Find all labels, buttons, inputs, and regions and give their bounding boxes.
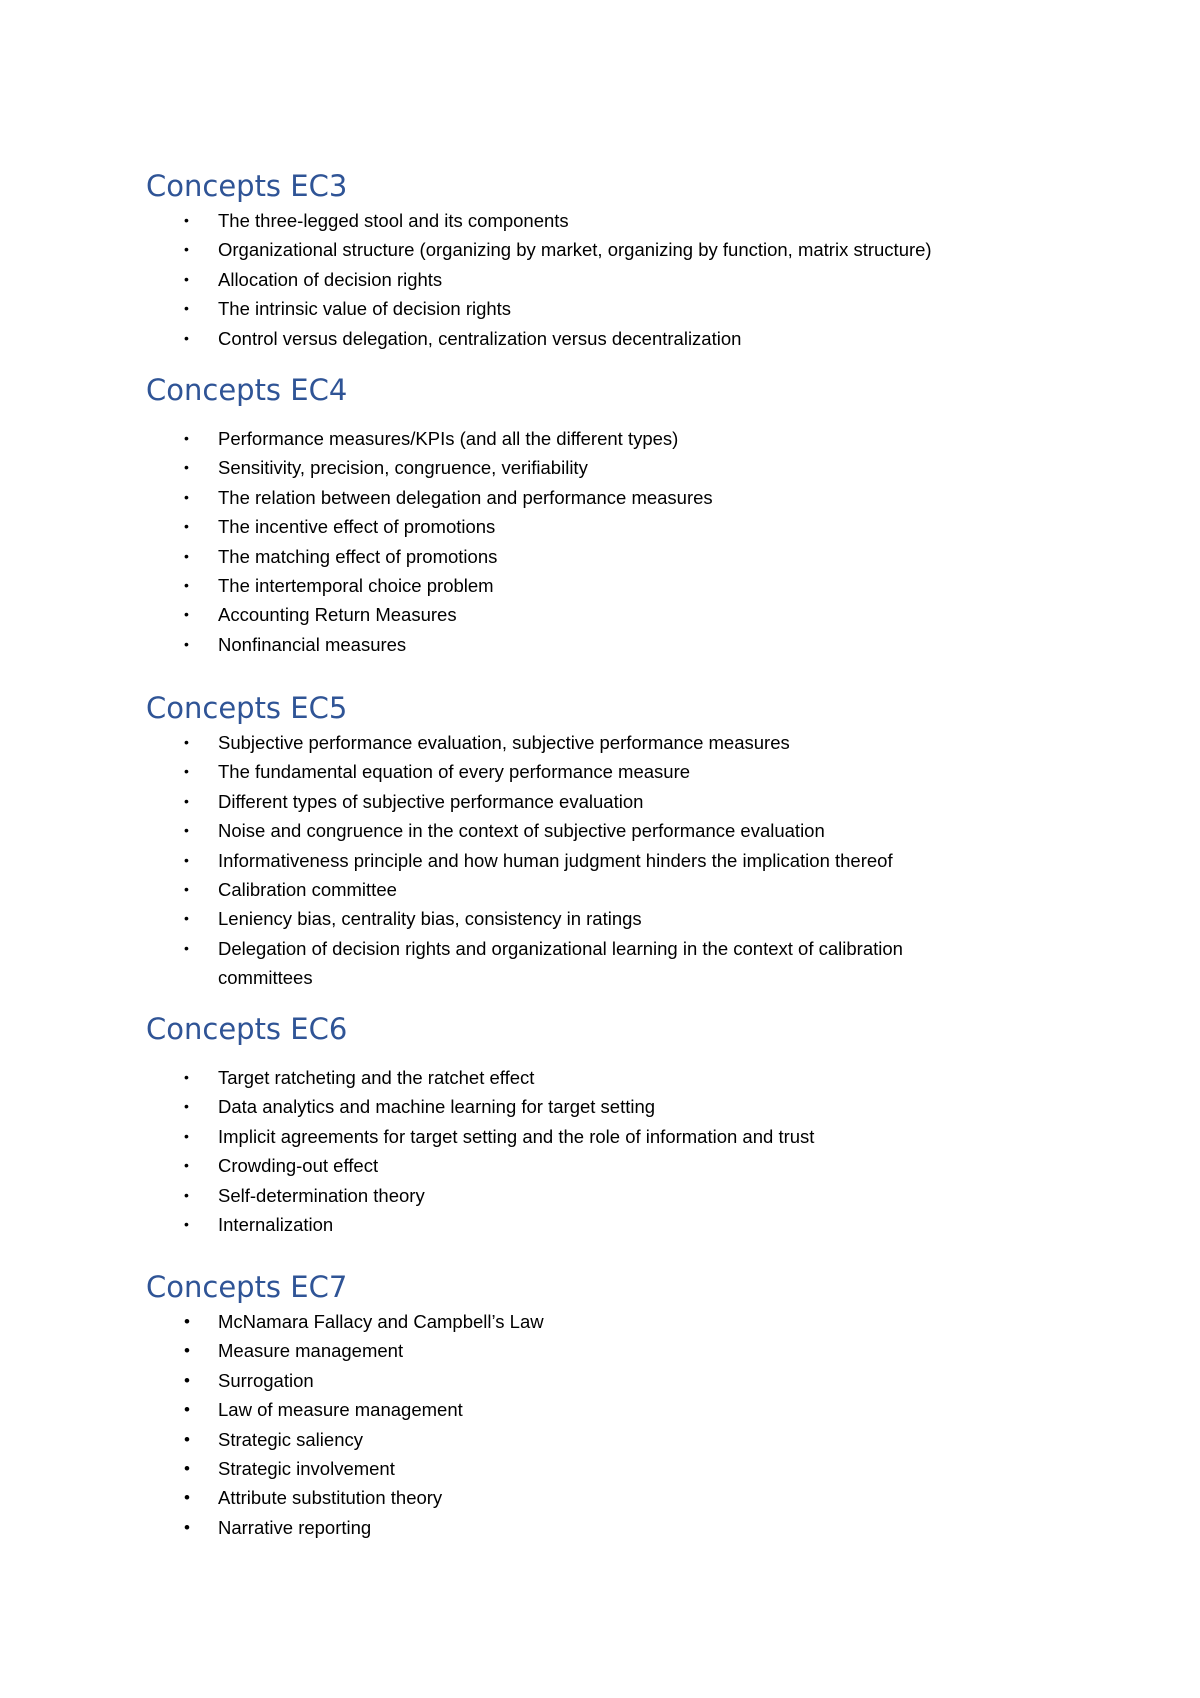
list-item: • Strategic saliency: [146, 1425, 1146, 1454]
list-item: • Informativeness principle and how human judgment hinders the implication thereof: [146, 846, 1146, 875]
list-item: • The matching effect of promotions: [146, 542, 1146, 571]
list-item: • The intertemporal choice problem: [146, 571, 1146, 600]
bullet-icon: •: [184, 734, 189, 750]
bullet-icon: •: [184, 518, 189, 535]
list-item: • Target ratcheting and the ratchet effect: [146, 1063, 1146, 1092]
bullet-icon: •: [184, 1370, 190, 1390]
bullet-icon: •: [184, 547, 189, 564]
bullet-icon: •: [184, 300, 189, 317]
list-item: • Calibration committee: [146, 875, 1146, 904]
bullet-icon: •: [184, 1517, 190, 1537]
bullet-icon: •: [184, 635, 189, 652]
list-item: • The intrinsic value of decision rights: [146, 294, 1146, 323]
list-item: • Performance measures/KPIs (and all the different types): [146, 424, 1146, 453]
concept-list: [146, 206, 1146, 353]
list-item: • The three-legged stool and its components: [146, 206, 1146, 235]
list-item: • Data analytics and machine learning for target setting: [146, 1092, 1146, 1121]
bullet-icon: •: [184, 1069, 189, 1085]
list-item: • Different types of subjective performance evaluation: [146, 787, 1146, 816]
bullet-icon: •: [184, 1312, 190, 1331]
bullet-icon: •: [184, 1400, 190, 1420]
bullet-icon: •: [184, 1341, 190, 1361]
concept-list: [146, 424, 1146, 659]
bullet-icon: •: [184, 1098, 189, 1115]
bullet-icon: •: [184, 1186, 189, 1203]
concept-list: [146, 1307, 1146, 1542]
section-ec3: [146, 168, 1146, 353]
bullet-icon: •: [184, 241, 189, 258]
bullet-icon: •: [184, 763, 189, 780]
bullet-icon: •: [184, 1127, 189, 1144]
list-item: • Surrogation: [146, 1366, 1146, 1395]
concept-list: [146, 1063, 1146, 1239]
bullet-icon: •: [184, 606, 189, 623]
bullet-icon: •: [184, 822, 189, 839]
section-ec7: [146, 1269, 1146, 1542]
list-item: • Subjective performance evaluation, subjective performance measures: [146, 728, 1146, 757]
bullet-icon: •: [184, 329, 189, 346]
bullet-icon: •: [184, 910, 189, 927]
concept-list: [146, 728, 1146, 993]
bullet-icon: •: [184, 430, 189, 446]
list-item: • Self-determination theory: [146, 1181, 1146, 1210]
list-item: • Narrative reporting: [146, 1513, 1146, 1542]
list-item: • Leniency bias, centrality bias, consistency in ratings: [146, 904, 1146, 933]
list-item: • Nonfinancial measures: [146, 630, 1146, 659]
bullet-icon: •: [184, 577, 189, 594]
list-item: • Delegation of decision rights and organizational learning in the context of calibration committees: [146, 934, 1146, 993]
list-item: • Sensitivity, precision, congruence, verifiability: [146, 453, 1146, 482]
list-item: • McNamara Fallacy and Campbell’s Law: [146, 1307, 1146, 1336]
list-item: • Crowding-out effect: [146, 1151, 1146, 1180]
section-ec5: [146, 690, 1146, 993]
list-item: • Measure management: [146, 1336, 1146, 1365]
list-item: • Attribute substitution theory: [146, 1483, 1146, 1512]
bullet-icon: •: [184, 881, 189, 898]
list-item: • Strategic involvement: [146, 1454, 1146, 1483]
section-ec6: [146, 1011, 1146, 1239]
bullet-icon: •: [184, 939, 189, 956]
bullet-icon: •: [184, 488, 189, 505]
list-item: • Accounting Return Measures: [146, 600, 1146, 629]
list-item: • Internalization: [146, 1210, 1146, 1239]
list-item: • Allocation of decision rights: [146, 265, 1146, 294]
bullet-icon: •: [184, 1157, 189, 1174]
section-ec4: [146, 372, 1146, 659]
bullet-icon: •: [184, 270, 189, 287]
bullet-icon: •: [184, 459, 189, 476]
section-heading: Concepts EC3: [146, 169, 348, 203]
section-heading: Concepts EC5: [146, 691, 348, 725]
list-item: • Control versus delegation, centralization versus decentralization: [146, 324, 1146, 353]
list-item: • Noise and congruence in the context of subjective performance evaluation: [146, 816, 1146, 845]
bullet-icon: •: [184, 1488, 190, 1508]
bullet-icon: •: [184, 1459, 190, 1479]
section-heading: Concepts EC7: [146, 1270, 348, 1304]
list-item: • Implicit agreements for target setting and the role of information and trust: [146, 1122, 1146, 1151]
section-heading: Concepts EC6: [146, 1012, 348, 1046]
list-item: • Law of measure management: [146, 1395, 1146, 1424]
bullet-icon: •: [184, 792, 189, 809]
list-item: • Organizational structure (organizing by market, organizing by function, matrix structure): [146, 235, 1146, 264]
section-heading: Concepts EC4: [146, 373, 348, 407]
bullet-icon: •: [184, 1216, 189, 1233]
bullet-icon: •: [184, 212, 189, 228]
list-item: • The relation between delegation and performance measures: [146, 483, 1146, 512]
bullet-icon: •: [184, 1429, 190, 1449]
bullet-icon: •: [184, 851, 189, 868]
list-item: • The fundamental equation of every performance measure: [146, 757, 1146, 786]
list-item: • The incentive effect of promotions: [146, 512, 1146, 541]
